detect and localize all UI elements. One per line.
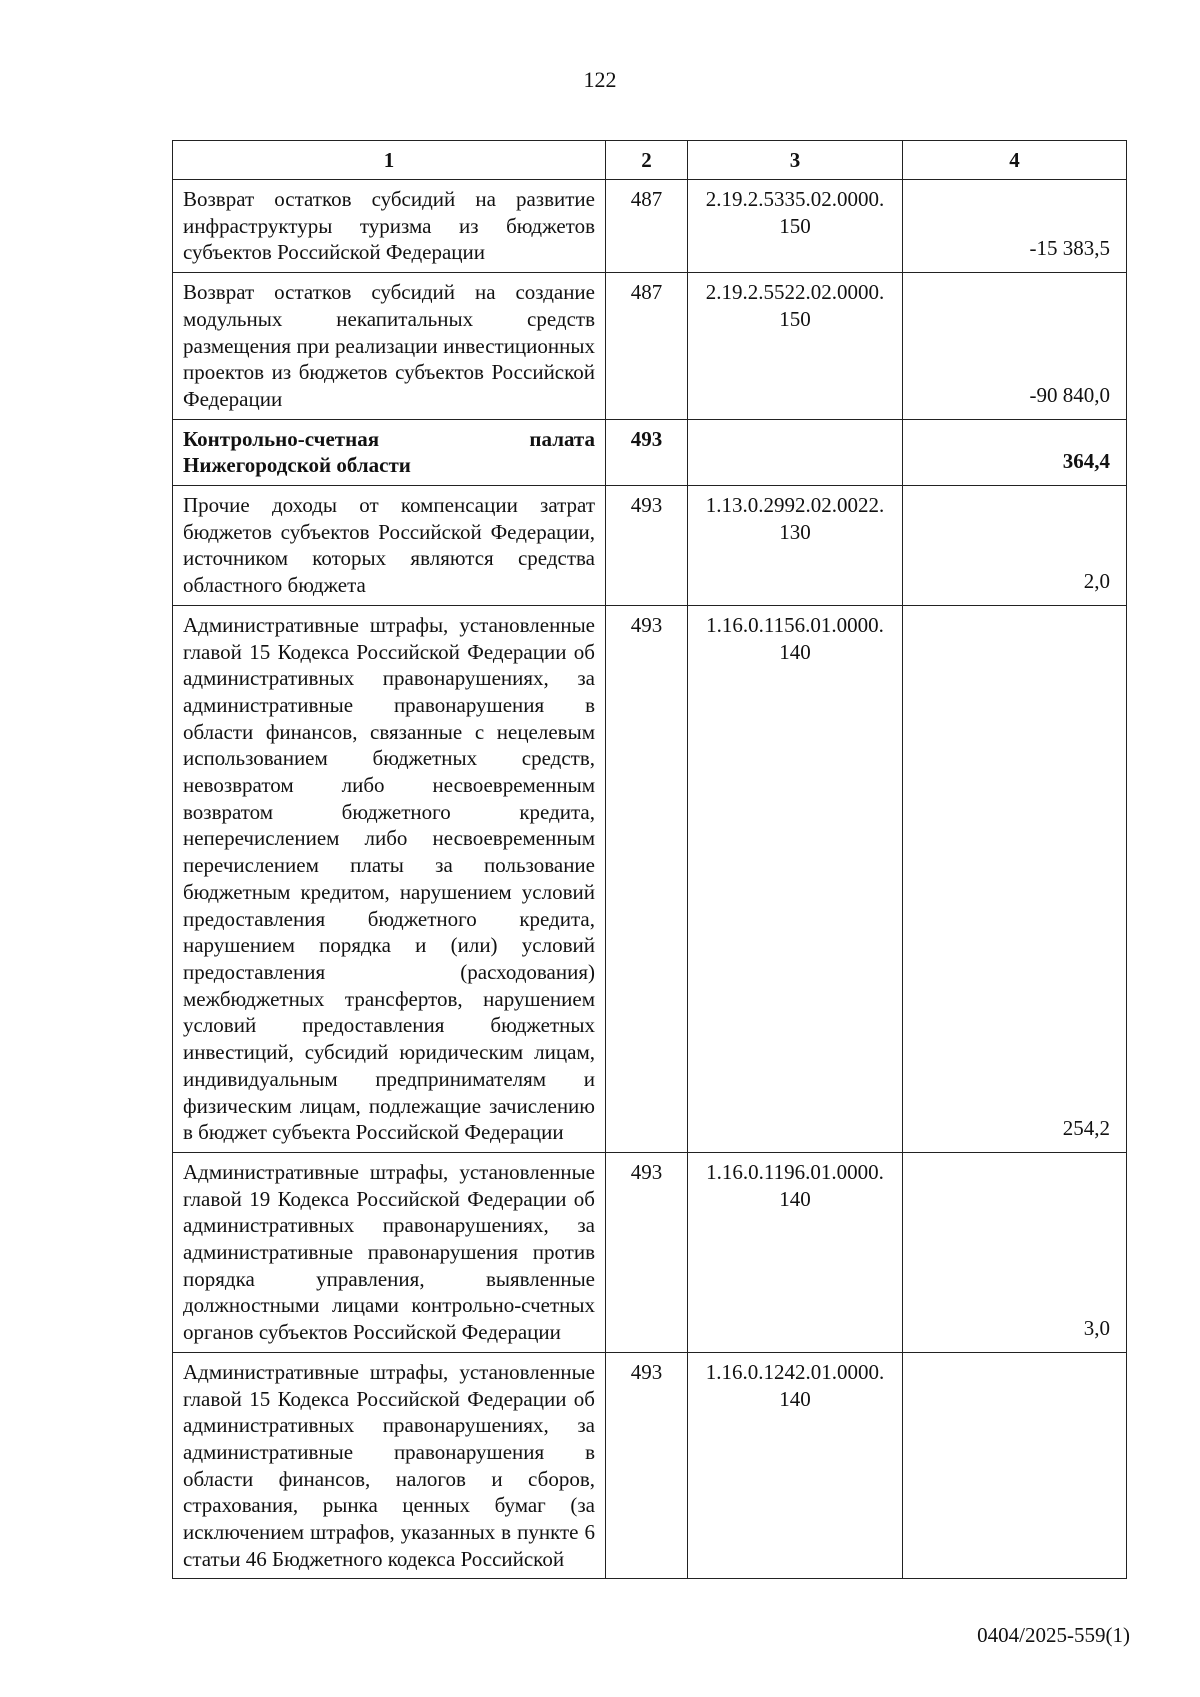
row-budget-code: 2.19.2.5335.02.0000. 150 xyxy=(688,180,903,273)
row-amount-cell xyxy=(903,605,1127,1152)
column-header-4: 4 xyxy=(903,141,1127,180)
row-description: Возврат остатков субсидий на создание модульных некапитальных средств размещения при реализации инвестиционных проектов из бюджетов субъектов Российской Федерации xyxy=(173,273,606,420)
page-number: 122 xyxy=(583,67,617,92)
row-amount: 364,4 xyxy=(1062,449,1110,474)
column-header-1: 1 xyxy=(173,141,606,180)
row-admin-code: 493 xyxy=(606,605,688,1152)
row-amount: 2,0 xyxy=(1083,569,1110,594)
row-amount-cell xyxy=(903,486,1127,606)
row-description: Контрольно-счетная палата Нижегородской области xyxy=(173,419,606,485)
row-amount: -90 840,0 xyxy=(1029,382,1110,407)
row-budget-code: 1.16.0.1196.01.0000. 140 xyxy=(688,1152,903,1352)
row-budget-code: 1.16.0.1156.01.0000. 140 xyxy=(688,605,903,1152)
table-row xyxy=(173,486,1127,606)
row-description: Административные штрафы, установленные главой 15 Кодекса Российской Федерации об административных правонарушениях, за административные правонарушения в области финансов, связанные с нецелевым использованием бюджетных средств, невозвратом либо несвоевременным возвратом бюджетного кредита, неперечислением либо несвоевременным перечислением платы за пользование бюджетным кредитом, нарушением условий предоставления бюджетного кредита, нарушением порядка и (или) условий предоставления (расходования) межбюджетных трансфертов, нарушением условий предоставления бюджетных инвестиций, субсидий юридическим лицам, индивидуальным предпринимателям и физическим лицам, подлежащие зачислению в бюджет субъекта Российской Федерации xyxy=(173,605,606,1152)
table-header-row xyxy=(173,141,1127,180)
row-description: Возврат остатков субсидий на развитие инфраструктуры туризма из бюджетов субъектов Российской Федерации xyxy=(173,180,606,273)
table-row-section-heading xyxy=(173,419,1127,485)
row-admin-code: 493 xyxy=(606,486,688,606)
row-amount: 3,0 xyxy=(1083,1316,1110,1341)
row-admin-code: 487 xyxy=(606,273,688,420)
row-amount: 254,2 xyxy=(1062,1116,1110,1141)
row-admin-code: 493 xyxy=(606,419,688,485)
row-amount-cell xyxy=(903,273,1127,420)
row-amount-cell xyxy=(903,1352,1127,1579)
row-budget-code xyxy=(688,419,903,485)
row-admin-code: 487 xyxy=(606,180,688,273)
row-budget-code: 2.19.2.5522.02.0000. 150 xyxy=(688,273,903,420)
row-amount: -15 383,5 xyxy=(1029,236,1110,261)
column-header-3: 3 xyxy=(688,141,903,180)
table-row xyxy=(173,1152,1127,1352)
row-description: Административные штрафы, установленные главой 19 Кодекса Российской Федерации об административных правонарушениях, за административные правонарушения против порядка управления, выявленные должностными лицами контрольно-счетных органов субъектов Российской Федерации xyxy=(173,1152,606,1352)
row-description: Административные штрафы, установленные главой 15 Кодекса Российской Федерации об административных правонарушениях, за административные правонарушения в области финансов, налогов и сборов, страхования, рынка ценных бумаг (за исключением штрафов, указанных в пункте 6 статьи 46 Бюджетного кодекса Российской xyxy=(173,1352,606,1579)
table-row xyxy=(173,1352,1127,1579)
table-row xyxy=(173,273,1127,420)
row-budget-code: 1.13.0.2992.02.0022. 130 xyxy=(688,486,903,606)
table-row xyxy=(173,180,1127,273)
budget-revenue-table xyxy=(172,140,1127,1579)
column-header-2: 2 xyxy=(606,141,688,180)
table-row xyxy=(173,605,1127,1152)
row-description: Прочие доходы от компенсации затрат бюджетов субъектов Российской Федерации, источником которых являются средства областного бюджета xyxy=(173,486,606,606)
row-admin-code: 493 xyxy=(606,1352,688,1579)
row-amount-cell xyxy=(903,180,1127,273)
row-amount-cell xyxy=(903,1152,1127,1352)
row-amount-cell xyxy=(903,419,1127,485)
document-code: 0404/2025-559(1) xyxy=(977,1623,1130,1647)
row-budget-code: 1.16.0.1242.01.0000. 140 xyxy=(688,1352,903,1579)
row-admin-code: 493 xyxy=(606,1152,688,1352)
